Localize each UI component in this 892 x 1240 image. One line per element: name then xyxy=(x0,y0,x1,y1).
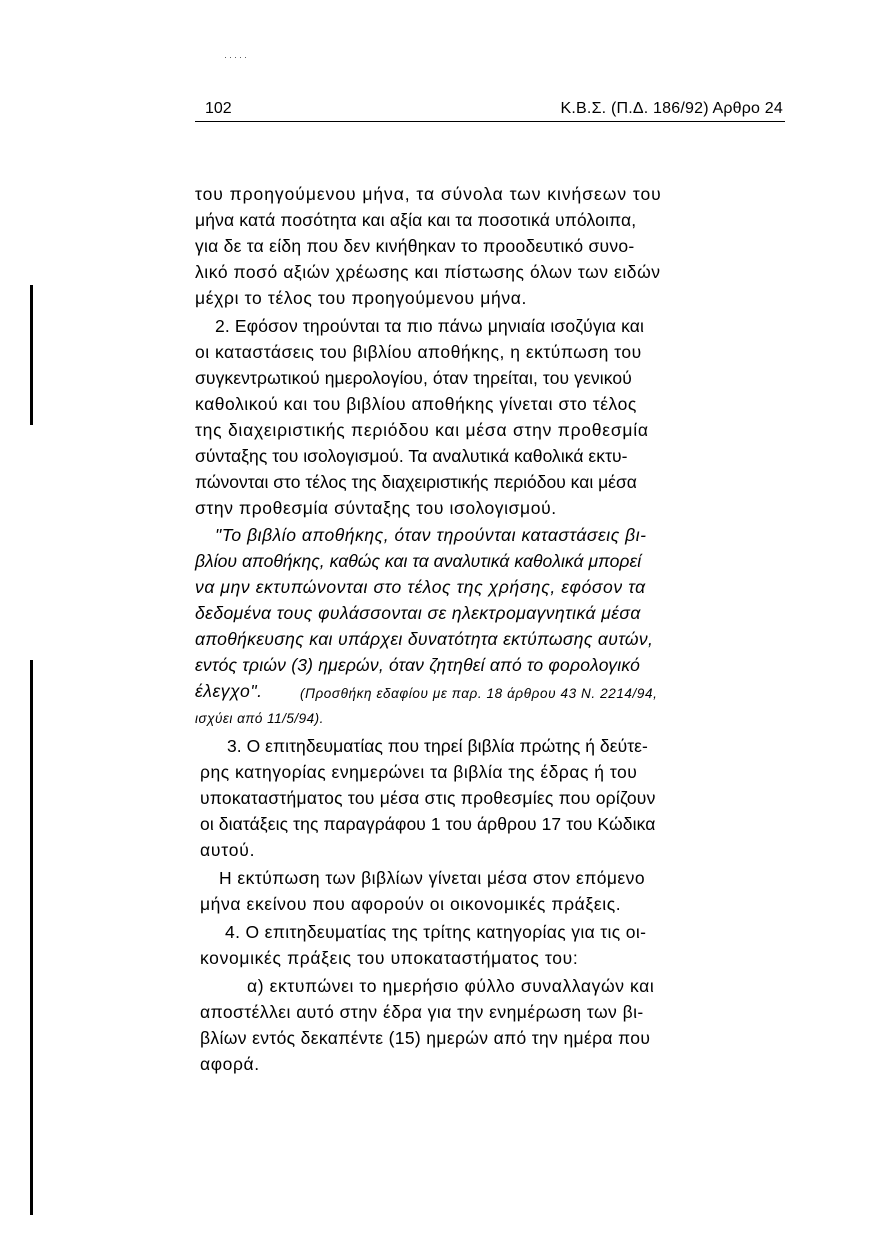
text-line: συγκεντρωτικού ημερολογίου, όταν τηρείται, του γενικού xyxy=(195,368,632,388)
text-line: υποκαταστήματος του μέσα στις προθεσμίες που ορίζουν xyxy=(200,788,656,808)
text-line: μήνα κατά ποσότητα και αξία και τα ποσοτικά υπόλοιπα, xyxy=(195,210,637,230)
text-line: μήνα εκείνου που αφορούν οι οικονομικές πράξεις. xyxy=(200,894,622,914)
quoted-text-line: βλίου αποθήκης, καθώς και τα αναλυτικά καθολικά μπορεί xyxy=(195,551,642,571)
text-line: 4. Ο επιτηδευματίας της τρίτης κατηγορίας για τις οι- xyxy=(225,922,647,942)
text-line: του προηγούμενου μήνα, τα σύνολα των κινήσεων του xyxy=(195,184,662,204)
quoted-text-line: να μην εκτυπώνονται στο τέλος της χρήσης, εφόσον τα xyxy=(195,577,646,597)
text-line: της διαχειριστικής περιόδου και μέσα στην προθεσμία xyxy=(195,420,649,440)
text-line: αυτού. xyxy=(200,840,256,860)
text-line: Η εκτύπωση των βιβλίων γίνεται μέσα στον επόμενο xyxy=(219,868,646,888)
quoted-text-line: έλεγχο". xyxy=(195,681,263,701)
margin-binding-mark-bottom xyxy=(30,660,33,1215)
text-line: κονομικές πράξεις του υποκαταστήματος του: xyxy=(200,948,579,968)
text-line: οι διατάξεις της παραγράφου 1 του άρθρου 17 του Κώδικα xyxy=(200,814,656,834)
text-line: καθολικού και του βιβλίου αποθήκης γίνεται στο τέλος xyxy=(195,394,637,414)
section-reference: Κ.Β.Σ. (Π.Δ. 186/92) Αρθρο 24 xyxy=(560,100,783,117)
amendment-note: ισχύει από 11/5/94). xyxy=(195,711,324,726)
text-line: λικό ποσό αξιών χρέωσης και πίστωσης όλων των ειδών xyxy=(195,262,661,282)
quoted-text-line: αποθήκευσης και υπάρχει δυνατότητα εκτύπωσης αυτών, xyxy=(195,629,654,649)
text-line: α) εκτυπώνει το ημερήσιο φύλλο συναλλαγών και xyxy=(247,976,655,996)
text-line: 3. Ο επιτηδευματίας που τηρεί βιβλία πρώτης ή δεύτε- xyxy=(227,736,648,756)
text-line: πώνονται στο τέλος της διαχειριστικής περιόδου και μέσα xyxy=(195,472,637,492)
text-line: αφορά. xyxy=(200,1054,260,1074)
text-line: ρης κατηγορίας ενημερώνει τα βιβλία της έδρας ή του xyxy=(200,762,638,782)
amendment-note: (Προσθήκη εδαφίου με παρ. 18 άρθρου 43 Ν. 2214/94, xyxy=(300,686,658,701)
text-line: στην προθεσμία σύνταξης του ισολογισμού. xyxy=(195,498,557,518)
text-line: μέχρι το τέλος του προηγούμενου μήνα. xyxy=(195,288,528,308)
text-line: για δε τα είδη που δεν κινήθηκαν το προοδευτικό συνο- xyxy=(195,236,635,256)
text-line: σύνταξης του ισολογισμού. Τα αναλυτικά καθολικά εκτυ- xyxy=(195,446,628,466)
text-line: οι καταστάσεις του βιβλίου αποθήκης, η εκτύπωση του xyxy=(195,342,642,362)
text-line: 2. Εφόσον τηρούνται τα πιο πάνω μηνιαία ισοζύγια και xyxy=(215,316,645,336)
quoted-text-line: "Το βιβλίο αποθήκης, όταν τηρούνται καταστάσεις βι- xyxy=(215,525,647,545)
page-number: 102 xyxy=(205,100,232,117)
quoted-text-line: δεδομένα τους φυλάσσονται σε ηλεκτρομαγνητικά μέσα xyxy=(195,603,641,623)
running-header xyxy=(195,97,785,122)
text-line: βλίων εντός δεκαπέντε (15) ημερών από την ημέρα που xyxy=(200,1028,651,1048)
scan-speck: ····· xyxy=(224,52,249,62)
margin-binding-mark-top xyxy=(30,285,33,425)
text-line: αποστέλλει αυτό στην έδρα για την ενημέρωση των βι- xyxy=(200,1002,644,1022)
quoted-text-line: εντός τριών (3) ημερών, όταν ζητηθεί από το φορολογικό xyxy=(195,655,641,675)
